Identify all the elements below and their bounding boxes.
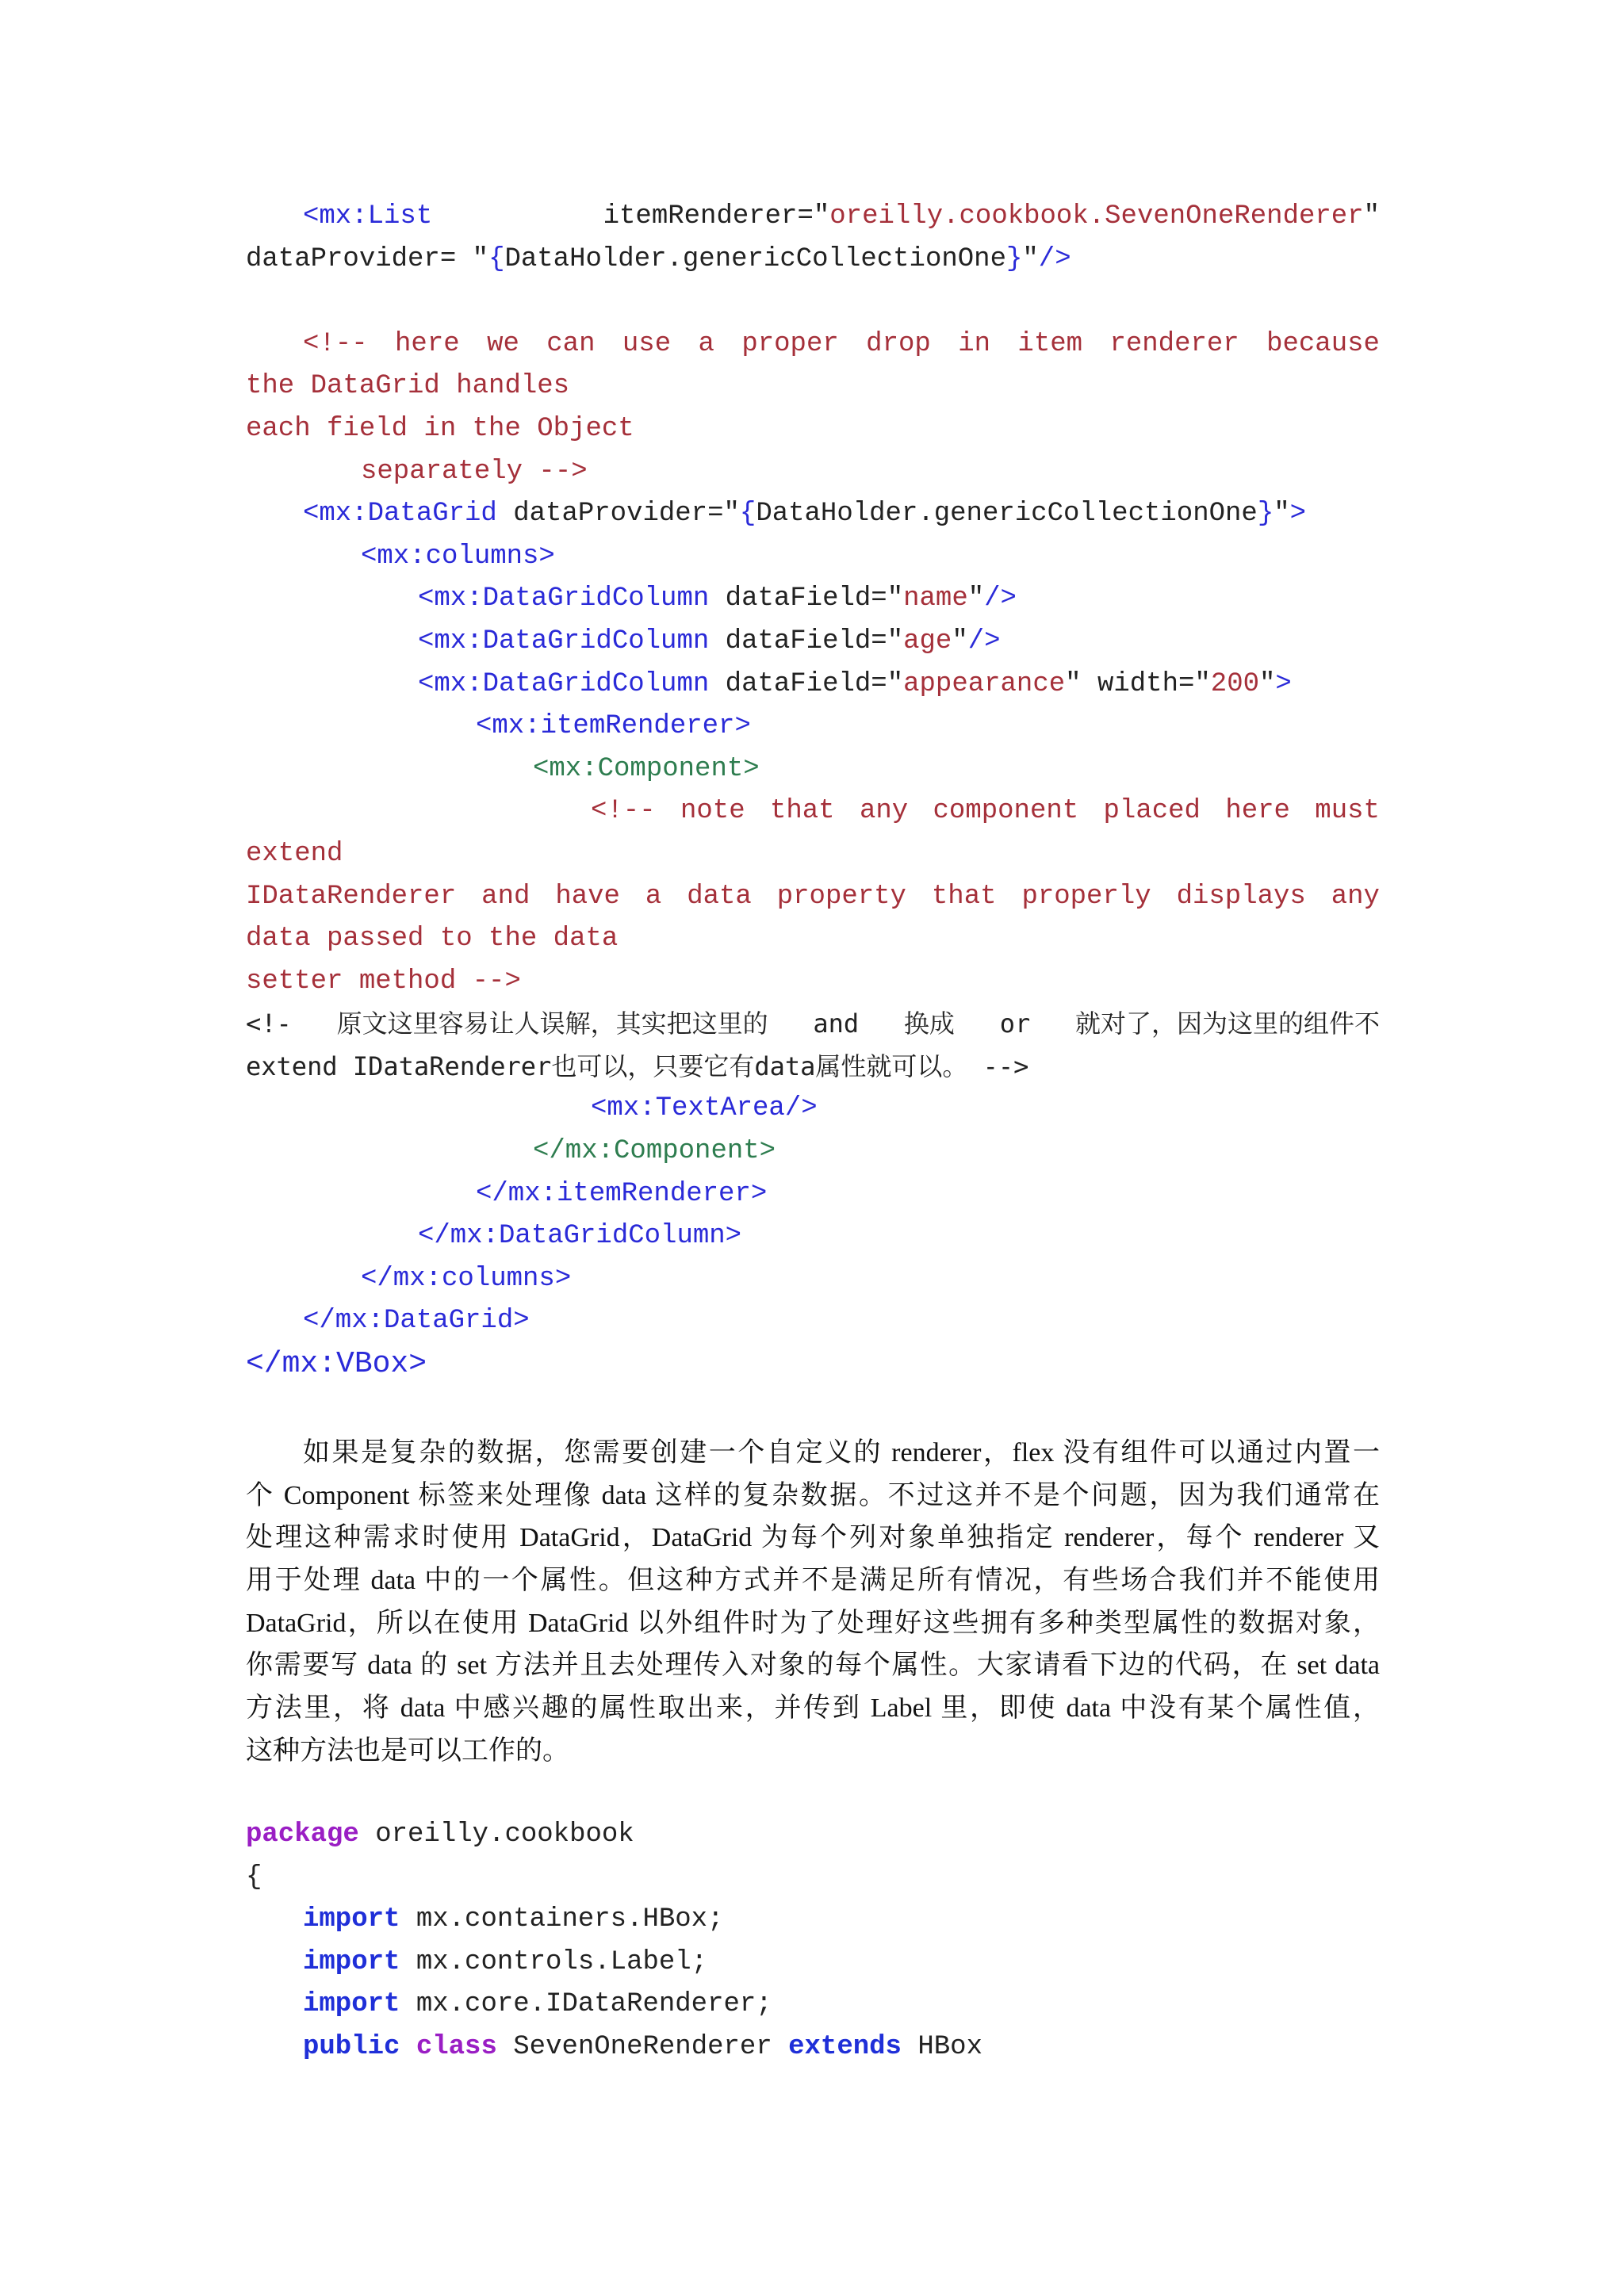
- code-word: property: [776, 881, 906, 912]
- code-word: we: [487, 328, 519, 359]
- code-word: data: [687, 881, 752, 912]
- code-line: import mx.containers.HBox;: [303, 1904, 724, 1935]
- code-block-mxml: [246, 196, 1380, 1386]
- code-line: import mx.core.IDataRenderer;: [303, 1989, 772, 2020]
- code-word: use: [622, 328, 672, 359]
- code-line: <mx:columns>: [361, 541, 555, 572]
- code-comment: extend: [246, 838, 343, 869]
- translator-note: [246, 1003, 1380, 1046]
- code-comment: the DataGrid handles: [246, 371, 570, 402]
- code-word: 原文这里容易让人误解，其实把这里的: [336, 1008, 768, 1039]
- code-line: </mx:itemRenderer>: [476, 1178, 768, 1209]
- code-line: dataProvider= "{DataHolder.genericCollectionOne}"/>: [246, 243, 1071, 274]
- paragraph-line: 如果是复杂的数据，您需要创建一个自定义的 renderer，flex 没有组件可以通过内置一: [303, 1438, 1380, 1468]
- paragraph-line: 处理这种需求时使用 DataGrid，DataGrid 为每个列对象单独指定 renderer，每个 renderer 又: [246, 1523, 1380, 1553]
- code-token: <mx:List: [303, 201, 433, 232]
- code-line: </mx:columns>: [361, 1263, 572, 1294]
- code-word: because: [1266, 328, 1380, 359]
- code-word: in: [958, 328, 991, 359]
- code-line: {: [246, 1862, 262, 1892]
- code-word: and: [481, 881, 530, 912]
- code-word: 就对了，因为这里的组件不: [1074, 1008, 1380, 1039]
- code-word: <!-: [246, 1008, 292, 1039]
- code-line: <mx:Component>: [533, 753, 760, 784]
- code-line: </mx:Component>: [533, 1136, 776, 1167]
- code-comment: [246, 876, 1380, 919]
- paragraph-line: 这种方法也是可以工作的。: [246, 1735, 569, 1766]
- code-line: </mx:VBox>: [246, 1347, 427, 1382]
- code-word: <!--: [303, 328, 368, 359]
- code-word: that: [931, 881, 997, 912]
- code-word: 换成: [903, 1008, 955, 1039]
- code-line: </mx:DataGrid>: [303, 1306, 530, 1337]
- code-line: public class SevenOneRenderer extends HBox: [303, 2031, 982, 2062]
- code-word: have: [555, 881, 620, 912]
- paragraph-line: 方法里，将 data 中感兴趣的属性取出来，并传到 Label 里，即使 data 中没有某个属性值，: [246, 1693, 1380, 1724]
- code-token: itemRenderer="oreilly.cookbook.SevenOneRenderer": [603, 201, 1380, 232]
- code-word: or: [999, 1008, 1031, 1039]
- code-comment: setter method -->: [246, 966, 521, 997]
- code-line: <mx:DataGridColumn dataField="age"/>: [418, 626, 1001, 656]
- code-line: <mx:DataGridColumn dataField="appearance" width="200">: [418, 668, 1292, 699]
- code-word: can: [546, 328, 596, 359]
- body-paragraph: [246, 1432, 1380, 1773]
- code-word: any: [859, 796, 909, 827]
- code-word: properly: [1021, 881, 1151, 912]
- code-word: displays: [1176, 881, 1306, 912]
- code-line: package oreilly.cookbook: [246, 1820, 634, 1850]
- code-word: placed: [1103, 796, 1201, 827]
- code-word: <!--: [591, 796, 656, 827]
- code-comment: each field in the Object: [246, 413, 634, 444]
- paragraph-line: 用于处理 data 中的一个属性。但这种方式并不是满足所有情况，有些场合我们并不能使用: [246, 1566, 1380, 1596]
- code-line: import mx.controls.Label;: [303, 1946, 708, 1977]
- code-word: component: [933, 796, 1079, 827]
- paragraph-line: DataGrid，所以在使用 DataGrid 以外组件时为了处理好这些拥有多种类型属性的数据对象，: [246, 1608, 1380, 1638]
- code-word: here: [395, 328, 460, 359]
- code-word: must: [1315, 796, 1380, 827]
- code-line: <mx:DataGrid dataProvider="{DataHolder.genericCollectionOne}">: [303, 499, 1307, 530]
- code-line: <mx:DataGridColumn dataField="name"/>: [418, 584, 1017, 614]
- code-word: any: [1331, 881, 1380, 912]
- code-word: drop: [866, 328, 931, 359]
- code-word: that: [769, 796, 835, 827]
- paragraph-line: 你需要写 data 的 set 方法并且去处理传入对象的每个属性。大家请看下边的代码，在 set data: [246, 1651, 1380, 1681]
- code-line: </mx:DataGridColumn>: [418, 1221, 742, 1252]
- code-word: IDataRenderer: [246, 881, 457, 912]
- code-comment: data passed to the data: [246, 924, 619, 955]
- code-comment: separately -->: [361, 456, 588, 487]
- code-block-actionscript: [246, 1814, 1380, 2069]
- code-word: renderer: [1109, 328, 1239, 359]
- code-comment: [246, 790, 1380, 833]
- code-word: proper: [741, 328, 839, 359]
- code-line: <mx:TextArea/>: [591, 1093, 818, 1124]
- code-comment: [246, 323, 1380, 366]
- code-word: a: [645, 881, 662, 912]
- code-line: [246, 196, 1380, 239]
- code-word: item: [1017, 328, 1083, 359]
- code-line: <mx:itemRenderer>: [476, 711, 751, 742]
- code-word: here: [1225, 796, 1290, 827]
- code-word: a: [698, 328, 714, 359]
- translator-note: extend IDataRenderer也可以，只要它有data属性就可以。 -->: [246, 1050, 1029, 1081]
- code-word: note: [680, 796, 745, 827]
- code-line-blank: [246, 281, 1380, 323]
- paragraph-line: 个 Component 标签来处理像 data 这样的复杂数据。不过这并不是个问题，因为我们通常在: [246, 1480, 1380, 1510]
- code-word: and: [813, 1008, 860, 1039]
